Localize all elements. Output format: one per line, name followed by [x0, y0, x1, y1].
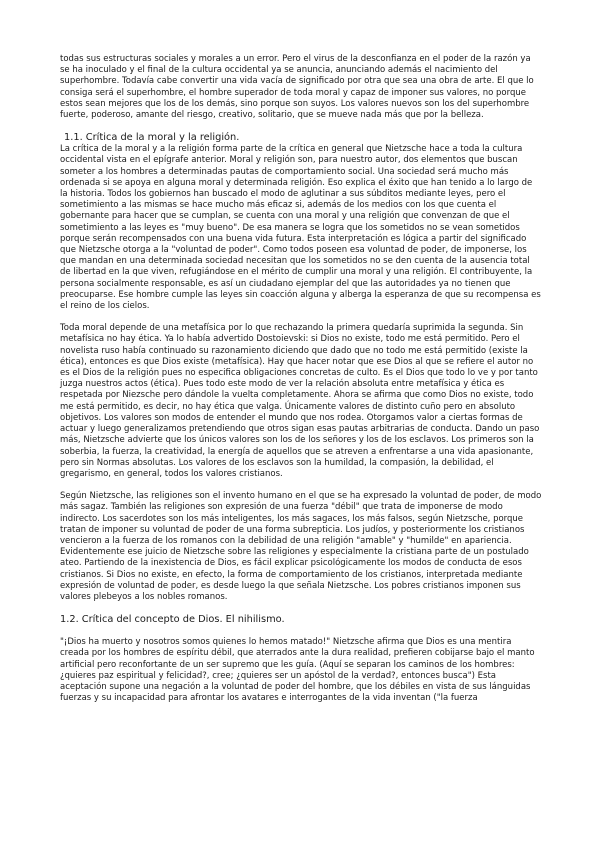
- body-paragraph: Toda moral depende de una metafísica por lo que rechazando la primera quedaría suprimida la segunda. Sin metafísica no hay ética. Ya lo había advertido Dostoievski: si Dios no existe, todo me está permitido. Pero el novelista ruso había continuado su razonamiento diciendo que dado que no todo me está permitido (existe la ética), entonces es que Dios existe (metafísica). Hay que hacer notar que ese Dios al que se refiere el autor no es el Dios de la religión pues no especifica obligaciones concretas de culto. Es el Dios que todo lo ve y por tanto juzga nuestros actos (ética). Pues todo este modo de ver la relación absoluta entre metafísica y ética es respetada por Niezsche pero dándole la vuelta completamente. Ahora se afirma que como Dios no existe, todo me está permitido, es decir, no hay ética que valga. Únicamente valores de distinto cuño pero en absoluto objetivos. Los valores son modos de entender el mundo que nos rodea. Otorgamos valor a ciertas formas de actuar y luego generalizamos pretendiendo que otros sigan esas pautas arbitrarias de conducta. Dando un paso más, Nietzsche advierte que los únicos valores son los de los señores y los de los esclavos. Los primeros son la soberbia, la fuerza, la creatividad, la energía de aquellos que se atreven a enfrentarse a una vida apasionante, pero sin Normas absolutas. Los valores de los esclavos son la humildad, la compasión, la debilidad, el gregarismo, en general, todos los valores cristianos.: [60, 323, 540, 479]
- body-paragraph: La crítica de la moral y a la religión forma parte de la crítica en general que Nietzsche hace a toda la cultura occidental vista en el epígrafe anterior. Moral y religión son, para nuestro autor, dos elementos que buscan someter a los hombres a determinadas pautas de comportamiento social. Una sociedad será mucho más ordenada si se apoya en alguna moral y determinada religión. Eso explica el éxito que han tenido a lo largo de la historia. Todos los gobiernos han buscado el modo de aglutinar a sus súbditos mediante leyes, pero el sometimiento a las mismas se hace mucho más eficaz si, además de los medios con los que cuenta el gobernante para hacer que se cumplan, se cuenta con una moral y una religión que convenzan de que el sometimiento a las leyes es "muy bueno". De esa manera se logra que los sometidos no se vean sometidos porque serán recompensados con una buena vida futura. Esta interpretación es lógica a partir del significado que Nietzsche otorga a la "voluntad de poder". Como todos poseen esa voluntad de poder, de imponerse, los que mandan en una determinada sociedad necesitan que los sometidos no se den cuenta de la ausencia total de libertad en la que viven, refugiándose en el mérito de cumplir una moral y una religión. El contribuyente, la persona socialmente responsable, es así un ciudadano ejemplar del que las autoridades ya no tienen que preocuparse. Ese hombre cumple las leyes sin coacción alguna y alberga la esperanza de que su recompensa es el reino de los cielos.: [60, 144, 541, 312]
- body-paragraph: "¡Dios ha muerto y nosotros somos quienes lo hemos matado!" Nietzsche afirma que Dios es una mentira creada por los hombres de espíritu débil, que aterrados ante la dura realidad, prefieren cobijarse bajo el manto artificial pero reconfortante de un ser supremo que les guía. (Aquí se separan los caminos de los hombres: ¿quieres paz espiritual y felicidad?, cree; ¿quieres ser un apóstol de la verdad?, entonces busca") Esta aceptación supone una negación a la voluntad de poder del hombre, que los débiles en vista de sus lánguidas fuerzas y su incapacidad para afrontar los avatares e interrogantes de la vida inventan ("la fuerza: [60, 637, 535, 704]
- body-paragraph: Según Nietzsche, las religiones son el invento humano en el que se ha expresado la voluntad de poder, de modo más sagaz. También las religiones son expresión de una fuerza "débil" que trata de imponerse de modo indirecto. Los sacerdotes son los más inteligentes, los más sagaces, los más falsos, según Nietzsche, porque tratan de imponer su voluntad de poder de una forma subrepticia. Los judíos, y posteriormente los cristianos vencieron a la fuerza de los romanos con la debilidad de una religión "amable" y "humilde" en apariencia. Evidentemente ese juicio de Nietzsche sobre las religiones y especialmente la cristiana parte de un postulado ateo. Partiendo de la inexistencia de Dios, es fácil explicar psicológicamente los modos de conducta de esos cristianos. Si Dios no existe, en efecto, la forma de comportamiento de los cristianos, interpretada mediante expresión de voluntad de poder, es desde luego la que señala Nietzsche. Los pobres cristianos imponen sus valores plebeyos a los nobles romanos.: [60, 491, 542, 602]
- section-heading: 1.2. Crítica del concepto de Dios. El nihilismo.: [60, 614, 285, 626]
- body-paragraph: todas sus estructuras sociales y morales a un error. Pero el virus de la desconfianza en el poder de la razón ya se ha inoculado y el final de la cultura occidental ya se anuncia, anunciando además el nacimiento del superhombre. Todavía cabe convertir una vida vacía de significado por otra que sea una obra de arte. El que lo consiga será el superhombre, el hombre superador de toda moral y capaz de imponer sus valores, no porque estos sean mejores que los de los demás, sino porque son suyos. Los valores nuevos son los del superhombre fuerte, poderoso, amante del riesgo, creativo, solitario, que se mueve nada más que por la belleza.: [60, 54, 534, 121]
- section-heading: 1.1. Crítica de la moral y la religión.: [64, 132, 240, 144]
- document-body: [60, 54, 542, 715]
